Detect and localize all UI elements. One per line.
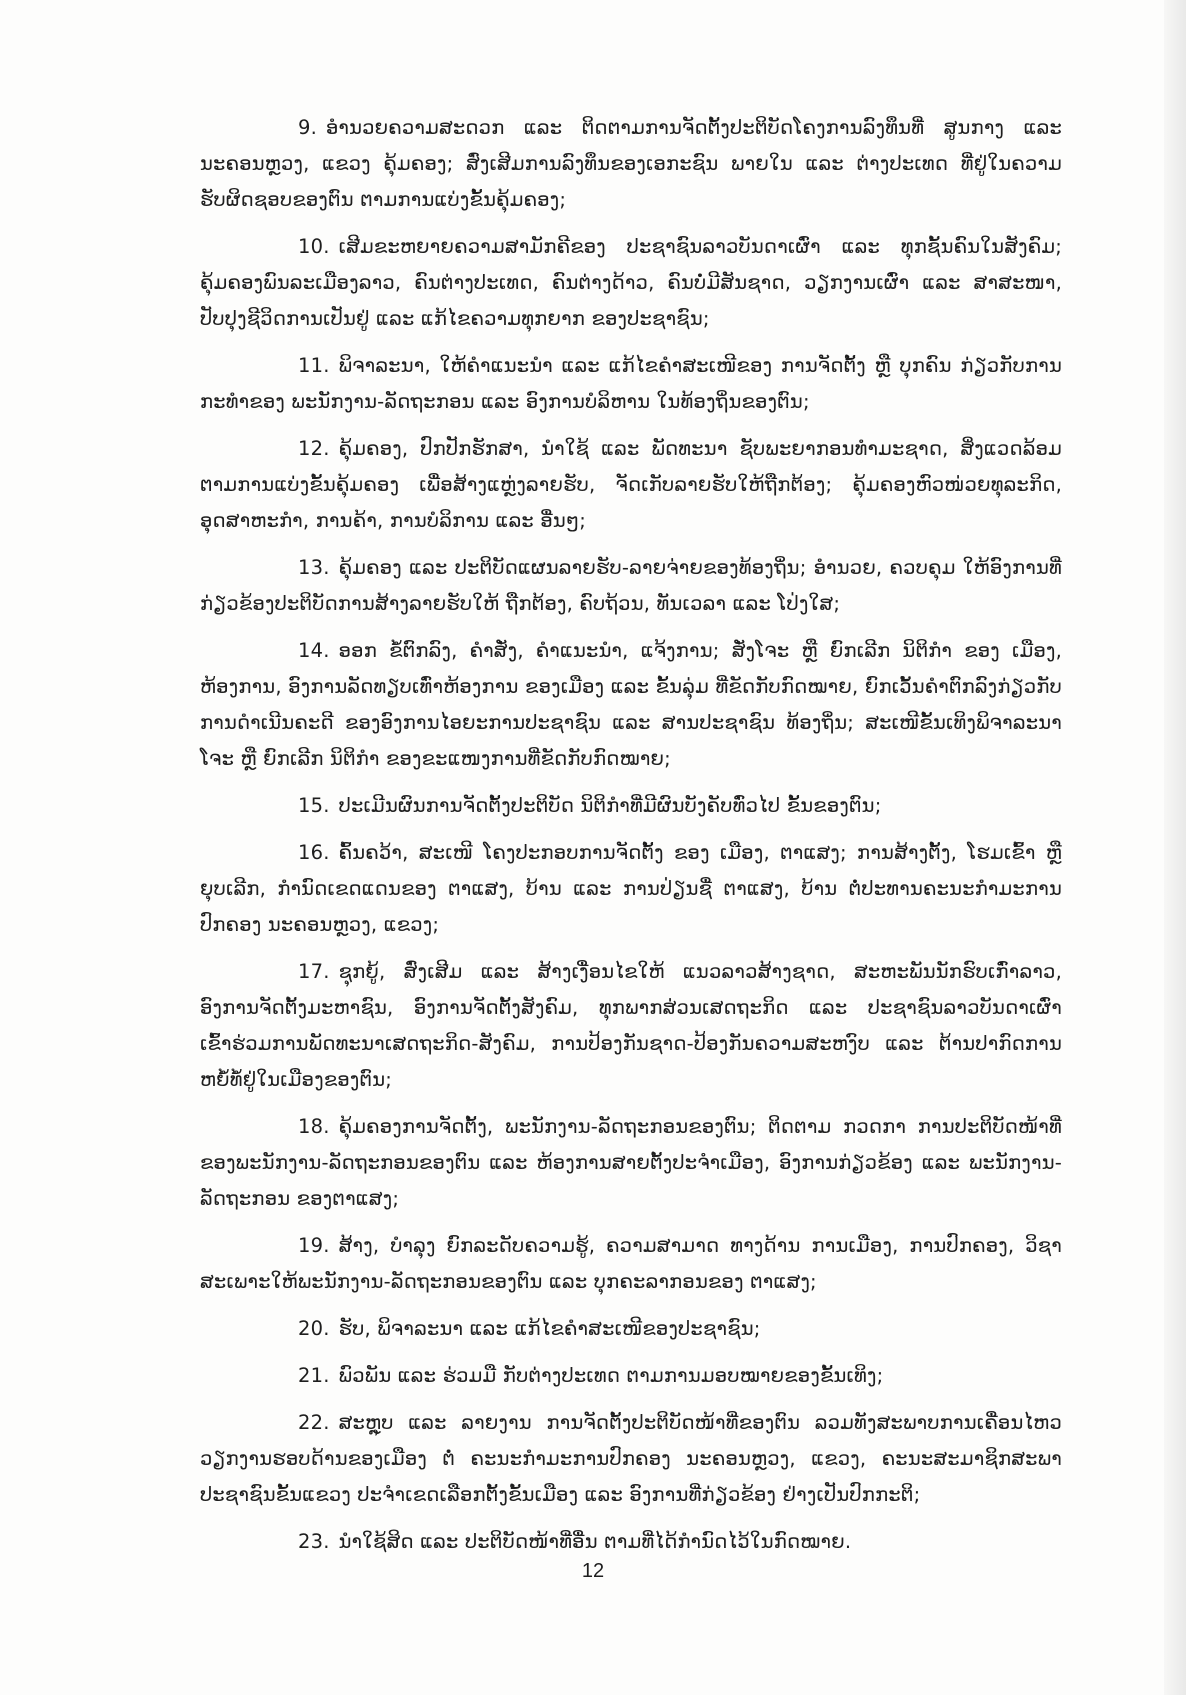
document-body xyxy=(200,110,1062,1571)
list-item: 21. ພົວພັນ ແລະ ຮ່ວມມື ກັບຕ່າງປະເທດ ຕາມການມອບໝາຍຂອງຂັ້ນເທິງ; xyxy=(298,1364,884,1387)
list-item: 10. ເສີມຂະຫຍາຍຄວາມສາມັກຄີຂອງ ປະຊາຊົນລາວບັນດາເຜົ່າ ແລະ ທຸກຊັ້ນຄົນໃນສັງຄົມ; ຄຸ້ມຄອງພົນລະເມືອງລາວ, ຄົນຕ່າງປະເທດ, ຄົນຕ່າງດ້າວ, ຄົນບໍ່ມີສັນຊາດ, ວຽກງານເຜົ່າ ແລະ ສາສະໜາ, ປັບປຸງຊີວິດການເປັນຢູ່ ແລະ ແກ້ໄຂຄວາມທຸກຍາກ ຂອງປະຊາຊົນ; xyxy=(200,235,1062,330)
list-item: 14. ອອກ ຂໍ້ຕົກລົງ, ຄຳສັ່ງ, ຄຳແນະນຳ, ແຈ້ງການ; ສັ່ງໂຈະ ຫຼື ຍົກເລີກ ນິຕິກຳ ຂອງ ເມືອງ, ຫ້ອງການ, ອົງການລັດທຽບເທົ່າຫ້ອງການ ຂອງເມືອງ ແລະ ຂັ້ນລຸ່ມ ທີ່ຂັດກັບກົດໝາຍ, ຍົກເວັ້ນຄຳຕົກລົງກ່ຽວກັບການດຳເນີນຄະດີ ຂອງອົງການໄອຍະການປະຊາຊົນ ແລະ ສານປະຊາຊົນ ທ້ອງຖິ່ນ; ສະເໜີຂັ້ນເທິງພິຈາລະນາໂຈະ ຫຼື ຍົກເລີກ ນິຕິກຳ ຂອງຂະແໜງການທີ່ຂັດກັບກົດໝາຍ; xyxy=(200,639,1062,770)
list-item: 22. ສະຫຼຸບ ແລະ ລາຍງານ ການຈັດຕັ້ງປະຕິບັດໜ້າທີ່ຂອງຕົນ ລວມທັງສະພາບການເຄື່ອນໄຫວວຽກງານຮອບດ້ານຂອງເມືອງ ຕໍ່ ຄະນະກຳມະການປົກຄອງ ນະຄອນຫຼວງ, ແຂວງ, ຄະນະສະມາຊິກສະພາປະຊາຊົນຂັ້ນແຂວງ ປະຈຳເຂດເລືອກຕັ້ງຂັ້ນເມືອງ ແລະ ອົງການທີ່ກ່ຽວຂ້ອງ ຢ່າງເປັນປົກກະຕິ; xyxy=(200,1411,1062,1506)
list-item: 18. ຄຸ້ມຄອງການຈັດຕັ້ງ, ພະນັກງານ-ລັດຖະກອນຂອງຕົນ; ຕິດຕາມ ກວດກາ ການປະຕິບັດໜ້າທີ່ຂອງພະນັກງານ-ລັດຖະກອນຂອງຕົນ ແລະ ຫ້ອງການສາຍຕັ້ງປະຈຳເມືອງ, ອົງການກ່ຽວຂ້ອງ ແລະ ພະນັກງານ-ລັດຖະກອນ ຂອງຕາແສງ; xyxy=(200,1115,1062,1210)
page-number: 12 xyxy=(581,1560,605,1582)
list-item: 16. ຄົ້ນຄວ້າ, ສະເໜີ ໂຄງປະກອບການຈັດຕັ້ງ ຂອງ ເມືອງ, ຕາແສງ; ການສ້າງຕັ້ງ, ໂຮມເຂົ້າ ຫຼື ຍຸບເລີກ, ກຳນົດເຂດແດນຂອງ ຕາແສງ, ບ້ານ ແລະ ການປ່ຽນຊື່ ຕາແສງ, ບ້ານ ຕໍ່ປະທານຄະນະກຳມະການປົກຄອງ ນະຄອນຫຼວງ, ແຂວງ; xyxy=(200,841,1062,936)
list-item: 15. ປະເມີນຜົນການຈັດຕັ້ງປະຕິບັດ ນິຕິກຳທີ່ມີຜົນບັງຄັບທົ່ວໄປ ຂັ້ນຂອງຕົນ; xyxy=(298,794,882,817)
list-item: 17. ຊຸກຍູ້, ສົ່ງເສີມ ແລະ ສ້າງເງື່ອນໄຂໃຫ້ ແນວລາວສ້າງຊາດ, ສະຫະພັນນັກຮົບເກົ່າລາວ, ອົງການຈັດຕັ້ງມະຫາຊົນ, ອົງການຈັດຕັ້ງສັງຄົມ, ທຸກພາກສ່ວນເສດຖະກິດ ແລະ ປະຊາຊົນລາວບັນດາເຜົ່າ ເຂົ້າຮ່ວມການພັດທະນາເສດຖະກິດ-ສັງຄົມ, ການປ້ອງກັນຊາດ-ປ້ອງກັນຄວາມສະຫງົບ ແລະ ຕ້ານປາກົດການຫຍໍ້ທໍ້ຢູ່ໃນເມືອງຂອງຕົນ; xyxy=(200,960,1062,1091)
list-item: 11. ພິຈາລະນາ, ໃຫ້ຄຳແນະນຳ ແລະ ແກ້ໄຂຄຳສະເໜີຂອງ ການຈັດຕັ້ງ ຫຼື ບຸກຄົນ ກ່ຽວກັບການກະທຳຂອງ ພະນັກງານ-ລັດຖະກອນ ແລະ ອົງການບໍລິຫານ ໃນທ້ອງຖິ່ນຂອງຕົນ; xyxy=(200,354,1062,413)
list-item: 12. ຄຸ້ມຄອງ, ປົກປັກຮັກສາ, ນຳໃຊ້ ແລະ ພັດທະນາ ຊັບພະຍາກອນທຳມະຊາດ, ສິ່ງແວດລ້ອມ ຕາມການແບ່ງຂັ້ນຄຸ້ມຄອງ ເພື່ອສ້າງແຫຼ່ງລາຍຮັບ, ຈັດເກັບລາຍຮັບໃຫ້ຖືກຕ້ອງ; ຄຸ້ມຄອງຫົວໜ່ວຍທຸລະກິດ, ອຸດສາຫະກຳ, ການຄ້າ, ການບໍລິການ ແລະ ອື່ນໆ; xyxy=(200,437,1062,532)
list-item: 20. ຮັບ, ພິຈາລະນາ ແລະ ແກ້ໄຂຄຳສະເໜີຂອງປະຊາຊົນ; xyxy=(298,1317,761,1340)
page-edge-shadow xyxy=(1164,0,1186,1695)
list-item: 19. ສ້າງ, ບຳລຸງ ຍົກລະດັບຄວາມຮູ້, ຄວາມສາມາດ ທາງດ້ານ ການເມືອງ, ການປົກຄອງ, ວິຊາສະເພາະໃຫ້ພະນັກງານ-ລັດຖະກອນຂອງຕົນ ແລະ ບຸກຄະລາກອນຂອງ ຕາແສງ; xyxy=(200,1234,1062,1293)
list-item: 23. ນຳໃຊ້ສິດ ແລະ ປະຕິບັດໜ້າທີ່ອື່ນ ຕາມທີ່ໄດ້ກຳນົດໄວ້ໃນກົດໝາຍ. xyxy=(298,1530,852,1553)
list-item: 13. ຄຸ້ມຄອງ ແລະ ປະຕິບັດແຜນລາຍຮັບ-ລາຍຈ່າຍຂອງທ້ອງຖິ່ນ; ອຳນວຍ, ຄວບຄຸມ ໃຫ້ອົງການທີ່ກ່ຽວຂ້ອງປະຕິບັດການສ້າງລາຍຮັບໃຫ້ ຖືກຕ້ອງ, ຄົບຖ້ວນ, ທັນເວລາ ແລະ ໂປ່ງໃສ; xyxy=(200,556,1062,615)
list-item: 9. ອຳນວຍຄວາມສະດວກ ແລະ ຕິດຕາມການຈັດຕັ້ງປະຕິບັດໂຄງການລົງທຶນທີ່ ສູນກາງ ແລະ ນະຄອນຫຼວງ, ແຂວງ ຄຸ້ມຄອງ; ສົ່ງເສີມການລົງທຶນຂອງເອກະຊົນ ພາຍໃນ ແລະ ຕ່າງປະເທດ ທີ່ຢູ່ໃນຄວາມຮັບຜິດຊອບຂອງຕົນ ຕາມການແບ່ງຂັ້ນຄຸ້ມຄອງ; xyxy=(200,116,1062,211)
